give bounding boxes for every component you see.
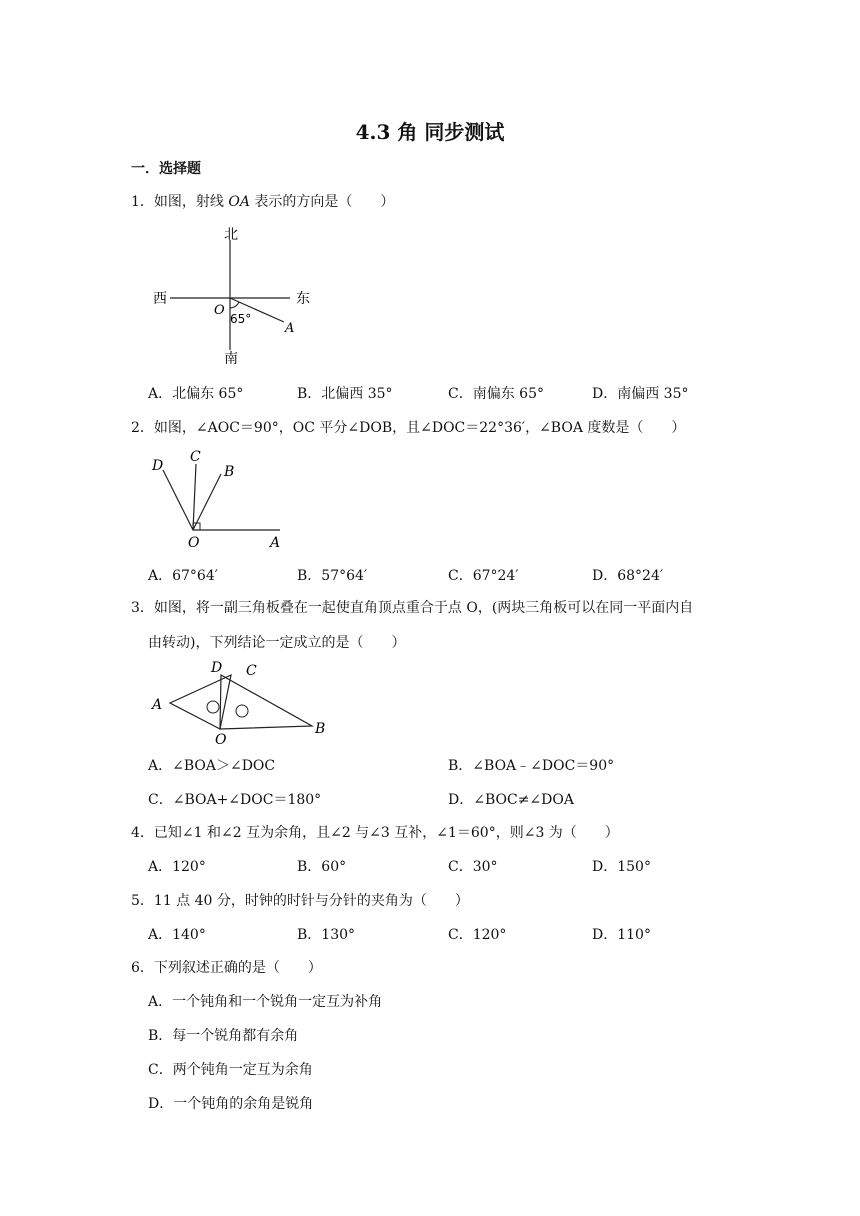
label-west: 西 bbox=[153, 291, 167, 307]
label-c: C bbox=[246, 663, 257, 679]
question-5-stem: 5．11 点 40 分，时钟的时针与分针的夹角为（ ） bbox=[131, 893, 469, 909]
label-o: O bbox=[214, 303, 225, 318]
label-south: 南 bbox=[224, 351, 238, 367]
label-o: O bbox=[215, 732, 227, 747]
label-b: B bbox=[315, 721, 326, 737]
ray-od bbox=[163, 470, 193, 530]
q5-option-c: C．120° bbox=[448, 927, 507, 943]
triangle-dob bbox=[220, 675, 312, 729]
question-6-stem: 6．下列叙述正确的是（ ） bbox=[131, 960, 322, 976]
page-title: 4.3 角 同步测试 bbox=[355, 120, 505, 144]
angle-arc bbox=[230, 302, 239, 308]
q2-option-c: C．67°24′ bbox=[448, 568, 519, 584]
label-a: A bbox=[152, 697, 163, 713]
q3-option-d: D．∠BOC≠∠DOA bbox=[448, 792, 574, 808]
question-1-stem-var: OA bbox=[228, 194, 250, 210]
label-d: D bbox=[152, 458, 164, 474]
ray-ob bbox=[193, 474, 221, 530]
q1-option-d: D．南偏西 35° bbox=[592, 386, 689, 402]
q3-option-a: A．∠BOA＞∠DOC bbox=[148, 758, 276, 774]
q5-option-a: A．140° bbox=[148, 927, 206, 943]
triangle-aoc bbox=[170, 675, 231, 729]
q4-option-c: C．30° bbox=[448, 859, 498, 875]
q6-option-a: A．一个钝角和一个锐角一定互为补角 bbox=[148, 994, 383, 1010]
triangle-hole bbox=[207, 701, 219, 713]
label-c: C bbox=[190, 449, 201, 465]
question-1-figure bbox=[150, 222, 330, 367]
label-a: A bbox=[270, 535, 281, 551]
label-b: B bbox=[224, 464, 235, 480]
q1-option-c: C．南偏东 65° bbox=[448, 386, 544, 402]
q3-option-c: C．∠BOA+∠DOC＝180° bbox=[148, 792, 322, 808]
q6-option-c: C．两个钝角一定互为余角 bbox=[148, 1062, 313, 1078]
label-a: A bbox=[285, 321, 295, 336]
question-1-stem-part: 1．如图，射线 bbox=[131, 194, 229, 210]
question-3-stem-line2: 由转动)，下列结论一定成立的是（ ） bbox=[148, 635, 406, 651]
question-4-stem: 4．已知∠1 和∠2 互为余角，且∠2 与∠3 互补，∠1＝60°，则∠3 为（ ） bbox=[131, 825, 619, 841]
question-1-stem-part: 表示的方向是（ ） bbox=[249, 194, 395, 210]
label-north: 北 bbox=[224, 227, 238, 243]
question-2-figure bbox=[150, 446, 290, 552]
q5-option-d: D．110° bbox=[592, 927, 651, 943]
label-east: 东 bbox=[296, 291, 310, 307]
label-angle: 65° bbox=[230, 312, 252, 326]
q4-option-a: A．120° bbox=[148, 859, 206, 875]
q1-option-a: A．北偏东 65° bbox=[148, 386, 244, 402]
q4-option-b: B．60° bbox=[297, 859, 347, 875]
triangle-hole bbox=[236, 705, 248, 717]
q3-option-b: B．∠BOA﹣∠DOC＝90° bbox=[448, 758, 615, 774]
section-heading: 一．选择题 bbox=[131, 161, 201, 177]
q6-option-b: B．每一个锐角都有余角 bbox=[148, 1028, 299, 1044]
q6-option-d: D．一个钝角的余角是锐角 bbox=[148, 1096, 314, 1112]
label-d: D bbox=[211, 660, 223, 676]
q5-option-b: B．130° bbox=[297, 927, 356, 943]
label-o: O bbox=[188, 535, 200, 551]
q2-option-d: D．68°24′ bbox=[592, 568, 664, 584]
question-3-stem-line1: 3．如图，将一副三角板叠在一起使直角顶点重合于点 O，(两块三角板可以在同一平面内自 bbox=[131, 600, 694, 616]
q4-option-d: D．150° bbox=[592, 859, 651, 875]
ray-oc bbox=[193, 464, 196, 530]
q1-option-b: B．北偏西 35° bbox=[297, 386, 393, 402]
q2-option-b: B．57°64′ bbox=[297, 568, 368, 584]
question-3-figure bbox=[150, 655, 330, 747]
q2-option-a: A．67°64′ bbox=[148, 568, 218, 584]
question-1-stem bbox=[131, 191, 394, 211]
question-2-stem: 2．如图，∠AOC＝90°，OC 平分∠DOB，且∠DOC＝22°36′，∠BOA 度数是（ ） bbox=[131, 420, 686, 436]
